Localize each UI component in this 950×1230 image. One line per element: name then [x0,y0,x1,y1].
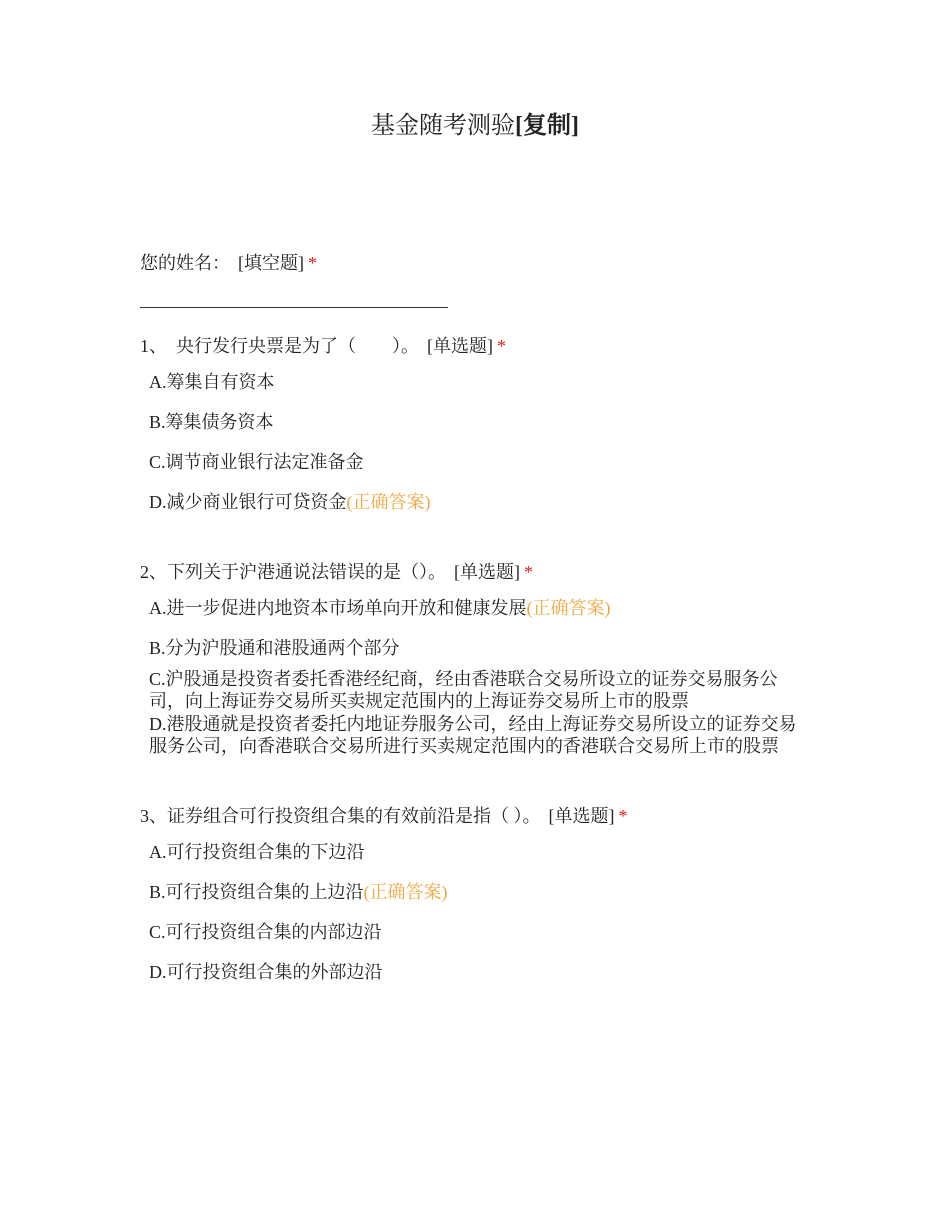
question-number: 3、 [140,806,167,826]
question-text: 证券组合可行投资组合集的有效前沿是指（ ）。 [167,806,541,826]
option-list [140,597,810,757]
option-c[interactable] [149,668,810,712]
option-b[interactable] [149,881,810,903]
question-type: [单选题] [548,806,615,826]
question-2 [140,559,810,757]
option-text: C.可行投资组合集的内部边沿 [149,922,382,942]
question-type: [填空题] [238,253,304,273]
option-text: C.沪股通是投资者委托香港经纪商，经由香港联合交易所设立的证券交易服务公司，向上海证券交易所买卖规定范围内的上海证券交易所上市的股票 [149,669,778,711]
question-number: 1、 [140,336,167,356]
question-type: [单选题] [427,336,493,356]
question-type: [单选题] [454,562,520,582]
option-text: A.可行投资组合集的下边沿 [149,842,365,862]
option-b[interactable] [149,411,810,433]
option-text: A.筹集自有资本 [149,372,275,392]
name-question [140,250,810,308]
survey-form [140,250,810,1029]
question-1 [140,333,810,513]
option-list [140,371,810,513]
survey-title-suffix: [复制] [515,113,579,139]
option-text: D.可行投资组合集的外部边沿 [149,962,383,982]
option-a[interactable] [149,597,810,619]
name-question-label [140,250,810,276]
option-text: D.减少商业银行可贷资金 [149,492,347,512]
option-text: B.可行投资组合集的上边沿 [149,882,364,902]
option-text: B.分为沪股通和港股通两个部分 [149,638,400,658]
option-list [140,841,810,983]
option-c[interactable] [149,451,810,473]
option-a[interactable] [149,371,810,393]
correct-answer-tag: (正确答案) [346,492,431,512]
option-b[interactable] [149,637,810,659]
required-mark: * [308,253,317,273]
option-d[interactable] [149,491,810,513]
question-3 [140,803,810,983]
question-label [140,333,810,359]
survey-title-text: 基金随考测验 [371,113,515,139]
option-d[interactable] [149,713,810,757]
option-c[interactable] [149,921,810,943]
correct-answer-tag: (正确答案) [363,882,448,902]
question-number: 2、 [140,562,167,582]
option-text: D.港股通就是投资者委托内地证券服务公司，经由上海证券交易所设立的证券交易服务公司，向香港联合交易所进行买卖规定范围内的香港联合交易所上市的股票 [149,714,797,756]
required-mark: * [497,336,506,356]
name-question-text: 您的姓名： [140,253,230,273]
option-text: B.筹集债务资本 [149,412,274,432]
correct-answer-tag: (正确答案) [526,598,611,618]
question-label [140,803,810,829]
option-a[interactable] [149,841,810,863]
survey-title [0,110,950,142]
required-mark: * [524,562,533,582]
option-d[interactable] [149,961,810,983]
name-input-line[interactable] [140,307,448,308]
required-mark: * [618,806,628,826]
question-text: 央行发行央票是为了（ ）。 [176,336,419,356]
question-text: 下列关于沪港通说法错误的是（）。 [167,562,446,582]
question-label [140,559,810,585]
option-text: C.调节商业银行法定准备金 [149,452,364,472]
option-text: A.进一步促进内地资本市场单向开放和健康发展 [149,598,527,618]
